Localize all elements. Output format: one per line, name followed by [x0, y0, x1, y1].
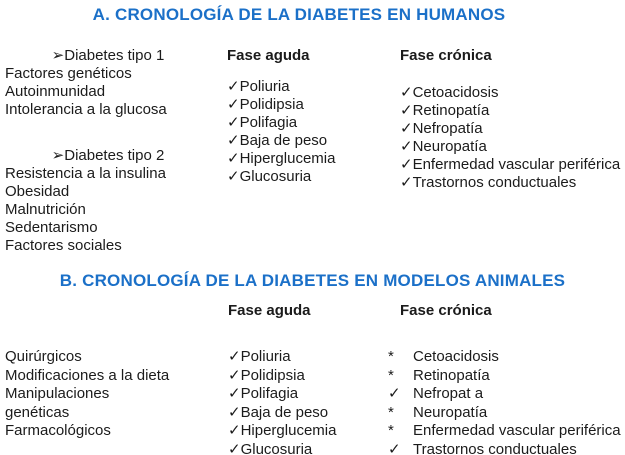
list-item	[228, 367, 336, 386]
check-icon: ✓	[228, 440, 241, 455]
check-icon: ✓	[228, 348, 241, 365]
check-icon: ✓	[227, 168, 240, 185]
check-icon: ✓	[227, 150, 240, 167]
item-label: Trastornos conductuales	[412, 174, 577, 191]
list-item	[227, 78, 335, 96]
list-item	[400, 174, 620, 192]
item-label: Enfermedad vascular periférica	[412, 156, 621, 173]
item-label: Glucosuria	[240, 440, 313, 455]
item-label: Poliuria	[240, 348, 291, 365]
item-label: Polidipsia	[240, 366, 305, 384]
list-item	[400, 138, 620, 156]
item-label: Baja de peso	[239, 132, 328, 149]
list-item	[400, 102, 620, 120]
list-item	[0, 83, 216, 101]
check-icon: ✓	[227, 114, 240, 131]
list-item	[400, 156, 620, 174]
item-label: Polidipsia	[239, 96, 304, 113]
fase-aguda-header: Fase aguda	[227, 47, 310, 64]
check-icon: ✓	[227, 78, 240, 95]
list-item	[5, 422, 169, 441]
diabetes-tipo-2-group	[0, 147, 216, 255]
item-label: Autoinmunidad	[5, 83, 106, 100]
diabetes-tipo-2-list	[0, 165, 216, 255]
check-icon: ✓	[228, 385, 241, 402]
list-item	[227, 168, 335, 186]
diabetes-tipo-1-heading: ➢Diabetes tipo 1	[51, 47, 165, 64]
item-label: Retinopatía	[413, 366, 490, 384]
item-label: Cetoacidosis	[413, 348, 499, 365]
list-item	[388, 367, 621, 386]
diabetes-tipo-1-group	[0, 47, 216, 119]
list-item	[388, 422, 621, 441]
list-item	[388, 404, 621, 423]
check-icon: ✓	[388, 440, 401, 455]
item-label: Hiperglucemia	[240, 422, 337, 439]
list-item	[388, 441, 621, 455]
list-item	[0, 165, 216, 183]
item-label: Cetoacidosis	[412, 84, 499, 101]
list-item	[228, 422, 336, 441]
list-item	[5, 367, 169, 386]
list-item	[400, 120, 620, 138]
item-label: Resistencia a la insulina	[5, 165, 166, 182]
item-label: Neuropatía	[412, 138, 487, 155]
fase-cronica-list	[400, 84, 620, 192]
check-icon: ✓	[228, 366, 241, 384]
fase-aguda-list	[227, 78, 335, 186]
list-item	[5, 404, 169, 423]
list-item	[228, 348, 336, 367]
list-item	[228, 404, 336, 423]
check-icon: ✓	[228, 403, 241, 421]
list-item	[0, 101, 216, 119]
list-item	[0, 237, 216, 255]
list-item	[0, 219, 216, 237]
list-item	[388, 385, 621, 404]
asterisk-icon: *	[388, 366, 394, 384]
check-icon: ✓	[400, 174, 413, 191]
list-item	[227, 96, 335, 114]
item-label: Retinopatía	[412, 102, 490, 119]
section-b-fase-aguda-list	[228, 348, 336, 455]
item-label: Neuropatía	[413, 403, 488, 421]
item-label: Polifagia	[239, 114, 298, 131]
list-item	[5, 385, 169, 404]
section-a-fase-aguda-column	[227, 47, 335, 186]
check-icon: ✓	[400, 84, 413, 101]
fase-cronica-header: Fase crónica	[400, 302, 492, 319]
item-label: Intolerancia a la glucosa	[5, 101, 167, 118]
fase-cronica-header: Fase crónica	[400, 47, 492, 64]
check-icon: ✓	[400, 120, 413, 137]
check-icon: ✓	[400, 156, 413, 173]
item-label: Glucosuria	[239, 168, 312, 185]
section-b-models-column	[5, 348, 169, 441]
check-icon: ✓	[388, 385, 401, 402]
asterisk-icon: *	[388, 422, 394, 439]
section-b-title: B. CRONOLOGÍA DE LA DIABETES EN MODELOS ANIMALES	[59, 271, 566, 290]
list-item	[227, 114, 335, 132]
item-label: genéticas	[5, 403, 70, 421]
asterisk-icon: *	[388, 403, 394, 421]
item-label: Factores genéticos	[5, 65, 132, 82]
check-icon: ✓	[400, 102, 413, 119]
item-label: Poliuria	[239, 78, 290, 95]
item-label: Nefropat a	[413, 385, 484, 402]
fase-aguda-header: Fase aguda	[228, 302, 311, 319]
list-item	[5, 348, 169, 367]
item-label: Manipulaciones	[5, 385, 110, 402]
item-label: Malnutrición	[5, 201, 86, 218]
list-item	[228, 385, 336, 404]
section-b-fase-cronica-list	[388, 348, 621, 455]
list-item	[0, 201, 216, 219]
item-label: Obesidad	[5, 183, 70, 200]
item-label: Sedentarismo	[5, 219, 98, 236]
section-a-causes-column	[0, 47, 216, 255]
item-label: Nefropatía	[412, 120, 483, 137]
item-label: Polifagia	[240, 385, 299, 402]
item-label: Hiperglucemia	[239, 150, 336, 167]
section-a-title: A. CRONOLOGÍA DE LA DIABETES EN HUMANOS	[92, 5, 506, 24]
item-label: Modificaciones a la dieta	[5, 366, 170, 384]
list-item	[400, 84, 620, 102]
section-a-fase-cronica-column	[400, 47, 620, 192]
asterisk-icon: *	[388, 348, 394, 365]
list-item	[227, 132, 335, 150]
check-icon: ✓	[227, 132, 240, 149]
list-item	[0, 65, 216, 83]
diabetes-tipo-1-list	[0, 65, 216, 119]
check-icon: ✓	[227, 96, 240, 113]
check-icon: ✓	[400, 138, 413, 155]
item-label: Factores sociales	[5, 237, 122, 254]
diabetes-tipo-2-heading: ➢Diabetes tipo 2	[51, 147, 165, 164]
list-item	[388, 348, 621, 367]
list-item	[227, 150, 335, 168]
item-label: Enfermedad vascular periférica	[413, 422, 621, 439]
item-label: Baja de peso	[240, 403, 329, 421]
list-item	[228, 441, 336, 455]
list-item	[0, 183, 216, 201]
check-icon: ✓	[228, 422, 241, 439]
item-label: Quirúrgicos	[5, 348, 82, 365]
item-label: Trastornos conductuales	[413, 440, 577, 455]
item-label: Farmacológicos	[5, 422, 111, 439]
